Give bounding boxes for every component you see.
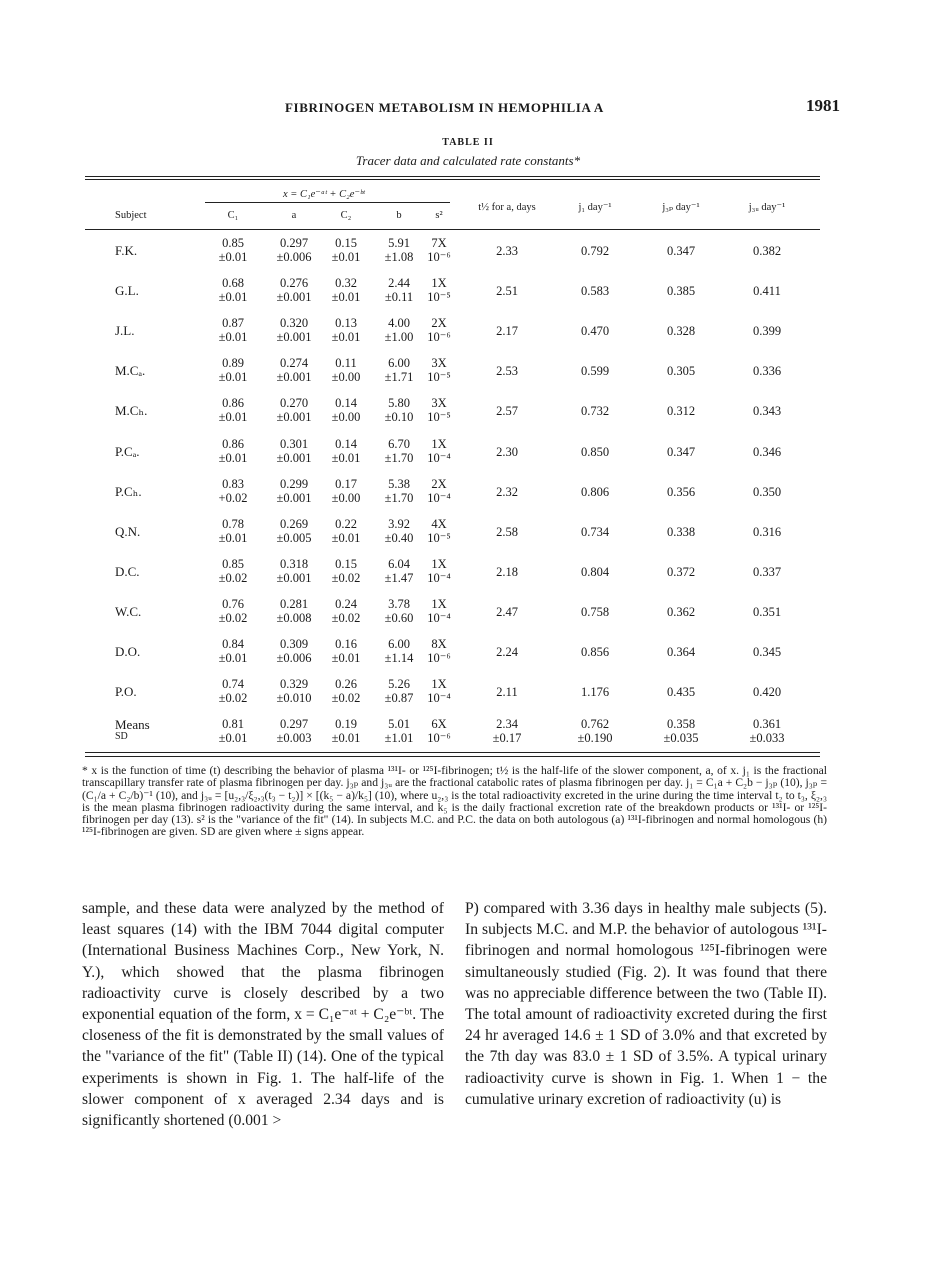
cell-s2-sd: 10⁻⁴ — [427, 570, 451, 585]
cell-c1: 0.84 — [222, 637, 244, 651]
means-sd-label: SD — [115, 731, 128, 743]
cell-b: 4.00 — [388, 316, 410, 331]
cell-s2: 8X — [431, 637, 447, 651]
cell-b-sd: ±0.10 — [384, 410, 414, 425]
body-paragraph-right: P) compared with 3.36 days in healthy male subjects (5). In subjects M.C. and M.P. the behavior of autologous ¹³¹I-fibrinogen and normal homologous ¹²⁵I-fibrinogen were simultaneously studied (Fig. 2). It was found that there was no appreciable difference between the two (Table II). The total amount of radioactivity excreted during the first 24 hr averaged 14.6 ± 1 SD of 3.0% and that excreted by the 7th day was 83.0 ± 1 SD of 3.5%. A typical urinary radioactivity curve is shown in Fig. 1. When 1 − the cumulative urinary excretion of radioactivity (u) is — [465, 900, 827, 1108]
table-top-rule — [85, 176, 820, 177]
row-subject: P.Cₐ. — [115, 443, 140, 459]
cell-b: 5.38 — [388, 476, 410, 491]
cell-c2: 0.32 — [335, 276, 357, 291]
row-subject: W.C. — [115, 603, 142, 619]
cell-j1: 0.758 — [580, 604, 610, 619]
means-s2: 6X — [431, 717, 447, 732]
cell-c1-sd: ±0.01 — [218, 651, 248, 665]
cell-j1: 0.804 — [580, 564, 610, 579]
cell-s2-sd: 10⁻⁵ — [427, 370, 451, 385]
cell-a: 0.281 — [279, 596, 309, 611]
body-column-right — [465, 898, 827, 1110]
cell-c1-sd: ±0.01 — [218, 410, 248, 425]
cell-c1-sd: ±0.02 — [218, 691, 248, 706]
cell-c1-sd: ±0.01 — [218, 290, 248, 305]
cell-a: 0.309 — [279, 637, 309, 651]
cell-j3p: 0.435 — [666, 685, 696, 700]
header-bottom-rule — [85, 229, 820, 230]
cell-c2-sd: ±0.01 — [331, 290, 361, 305]
cell-s2-sd: 10⁻⁶ — [427, 250, 451, 264]
cell-a-sd: ±0.001 — [276, 330, 312, 345]
row-subject: G.L. — [115, 283, 139, 299]
cell-b-sd: ±1.14 — [384, 651, 414, 665]
means-c1-sd: ±0.01 — [218, 731, 248, 746]
means-a: 0.297 — [279, 717, 309, 732]
cell-b-sd: ±0.40 — [384, 530, 414, 545]
cell-j3u: 0.343 — [752, 404, 782, 419]
cell-b-sd: ±1.70 — [384, 450, 414, 465]
equation-group-header: x = C₁e⁻ᵃᵗ + C₂e⁻ᵇᵗ — [283, 189, 365, 200]
cell-c1: 0.83 — [222, 476, 244, 491]
cell-b-sd: ±0.87 — [384, 691, 414, 706]
cell-a-sd: ±0.010 — [276, 691, 312, 706]
means-thalf: 2.34 — [496, 717, 518, 732]
cell-j3p: 0.372 — [666, 564, 696, 579]
cell-b: 6.00 — [388, 637, 410, 651]
cell-s2: 3X — [431, 396, 447, 411]
cell-s2: 1X — [431, 436, 447, 451]
means-j1: 0.762 — [580, 717, 610, 732]
cell-c2-sd: ±0.02 — [331, 691, 361, 706]
table-top-rule-2 — [85, 179, 820, 180]
cell-c2: 0.17 — [335, 476, 357, 491]
cell-s2: 2X — [431, 476, 447, 491]
cell-s2: 1X — [431, 276, 447, 291]
cell-j3p: 0.312 — [666, 404, 696, 419]
cell-c2-sd: ±0.02 — [331, 570, 361, 585]
table-bottom-rule-2 — [85, 756, 820, 757]
cell-j1: 0.806 — [580, 484, 610, 499]
body-paragraph-left: sample, and these data were analyzed by the method of least squares (14) with the IBM 7044 digital computer (International Business Machines Corp., New York, N. Y.), which showed that the plasma fibrinogen radioactivity curve is closely described by a two exponential equation of the form, x = C₁e⁻ᵃᵗ + C₂e⁻ᵇᵗ. The closeness of the fit is demonstrated by the small values of the "variance of the fit" (Table II) (14). One of the typical experiments is shown in Fig. 1. The half-life of the slower component of x averaged 2.34 days and is significantly shortened (0.001 > — [82, 900, 444, 1130]
column-header-thalf: t½ for a, days — [478, 202, 536, 213]
cell-b-sd: ±1.70 — [384, 490, 414, 505]
cell-thalf: 2.58 — [496, 524, 518, 539]
cell-j3u: 0.336 — [752, 364, 782, 379]
cell-j3u: 0.420 — [752, 685, 782, 700]
cell-c1-sd: ±0.02 — [218, 610, 248, 625]
cell-b-sd: ±1.08 — [384, 250, 414, 264]
cell-c2: 0.15 — [335, 556, 357, 571]
cell-b: 3.78 — [388, 596, 410, 611]
cell-c1: 0.87 — [222, 316, 244, 331]
cell-j1: 0.792 — [580, 244, 610, 258]
cell-s2-sd: 10⁻⁵ — [427, 290, 451, 305]
cell-j3p: 0.305 — [666, 364, 696, 379]
cell-a-sd: ±0.006 — [276, 250, 312, 264]
cell-c1-sd: +0.02 — [218, 490, 248, 505]
cell-c1-sd: ±0.01 — [218, 370, 248, 385]
cell-c1: 0.76 — [222, 596, 244, 611]
cell-j1: 0.732 — [580, 404, 610, 419]
cell-c1: 0.85 — [222, 556, 244, 571]
cell-j3u: 0.399 — [752, 324, 782, 339]
cell-s2: 1X — [431, 677, 447, 692]
cell-b-sd: ±1.00 — [384, 330, 414, 345]
cell-thalf: 2.32 — [496, 484, 518, 499]
cell-s2-sd: 10⁻⁵ — [427, 410, 451, 425]
cell-b-sd: ±0.60 — [384, 610, 414, 625]
column-header-c2: C₂ — [340, 210, 352, 221]
cell-j3p: 0.347 — [666, 444, 696, 459]
cell-j3u: 0.316 — [752, 524, 782, 539]
row-subject: F.K. — [115, 243, 138, 258]
cell-c1-sd: ±0.01 — [218, 530, 248, 545]
cell-j1: 0.470 — [580, 324, 610, 339]
body-column-left — [82, 898, 444, 1131]
row-subject: P.Cₕ. — [115, 483, 142, 499]
cell-j1: 0.583 — [580, 284, 610, 299]
cell-c1: 0.89 — [222, 356, 244, 371]
cell-c2-sd: ±0.01 — [331, 450, 361, 465]
cell-c1-sd: ±0.01 — [218, 330, 248, 345]
cell-a-sd: ±0.001 — [276, 410, 312, 425]
cell-s2: 1X — [431, 596, 447, 611]
cell-c2: 0.13 — [335, 316, 357, 331]
means-b: 5.01 — [388, 717, 410, 732]
cell-a-sd: ±0.006 — [276, 651, 312, 665]
cell-b: 6.00 — [388, 356, 410, 371]
row-subject: J.L. — [115, 323, 135, 339]
cell-c1: 0.68 — [222, 276, 244, 291]
cell-b: 5.80 — [388, 396, 410, 411]
cell-c2: 0.14 — [335, 396, 357, 411]
cell-c2-sd: ±0.00 — [331, 410, 361, 425]
row-subject: D.C. — [115, 563, 140, 579]
means-s2-sd: 10⁻⁶ — [427, 731, 451, 746]
cell-s2-sd: 10⁻⁶ — [427, 330, 451, 345]
cell-c2: 0.16 — [335, 637, 357, 651]
table-label: TABLE II — [442, 137, 494, 148]
group-header-rule — [205, 202, 450, 203]
cell-j3u: 0.351 — [752, 604, 782, 619]
cell-a: 0.297 — [279, 236, 309, 250]
cell-c2: 0.24 — [335, 596, 357, 611]
table-caption: Tracer data and calculated rate constants* — [355, 153, 581, 168]
cell-j3p: 0.364 — [666, 645, 696, 659]
cell-b-sd: ±1.47 — [384, 570, 414, 585]
column-header-c1: C₁ — [227, 210, 239, 221]
cell-c2-sd: ±0.00 — [331, 370, 361, 385]
cell-j1: 1.176 — [580, 685, 610, 700]
cell-j3p: 0.356 — [666, 484, 696, 499]
cell-thalf: 2.47 — [496, 604, 518, 619]
cell-j1: 0.599 — [580, 364, 610, 379]
cell-thalf: 2.11 — [496, 685, 518, 700]
cell-c2-sd: ±0.02 — [331, 610, 361, 625]
cell-c2-sd: ±0.01 — [331, 330, 361, 345]
cell-c2: 0.26 — [335, 677, 357, 692]
means-c2-sd: ±0.01 — [331, 731, 361, 746]
running-head — [80, 96, 840, 120]
cell-c1-sd: ±0.01 — [218, 450, 248, 465]
cell-j3p: 0.362 — [666, 604, 696, 619]
cell-j3p: 0.347 — [666, 244, 696, 258]
means-b-sd: ±1.01 — [384, 731, 414, 746]
cell-c2: 0.14 — [335, 436, 357, 451]
cell-thalf: 2.30 — [496, 444, 518, 459]
cell-a: 0.299 — [279, 476, 309, 491]
column-header-j3p: j₃ₚ day⁻¹ — [662, 202, 700, 213]
page-number: 1981 — [806, 96, 840, 115]
cell-j1: 0.856 — [580, 645, 610, 659]
cell-c1: 0.74 — [222, 677, 244, 692]
cell-c2: 0.15 — [335, 236, 357, 250]
row-subject: M.Cₕ. — [115, 403, 148, 419]
cell-c1-sd: ±0.01 — [218, 250, 248, 264]
cell-c1: 0.86 — [222, 396, 244, 411]
cell-a-sd: ±0.001 — [276, 450, 312, 465]
cell-s2-sd: 10⁻⁴ — [427, 490, 451, 505]
means-a-sd: ±0.003 — [276, 731, 312, 746]
cell-s2: 2X — [431, 316, 447, 331]
cell-thalf: 2.17 — [496, 324, 518, 339]
means-label: Means — [115, 717, 150, 733]
cell-s2: 3X — [431, 356, 447, 371]
cell-thalf: 2.51 — [496, 284, 518, 299]
cell-c2-sd: ±0.01 — [331, 250, 361, 264]
cell-b: 6.04 — [388, 556, 410, 571]
cell-b: 2.44 — [388, 276, 410, 291]
cell-thalf: 2.53 — [496, 364, 518, 379]
column-header-subject: Subject — [115, 210, 147, 221]
cell-b: 3.92 — [388, 516, 410, 531]
column-header-b: b — [396, 210, 402, 221]
table-bottom-rule — [85, 752, 820, 753]
cell-thalf: 2.33 — [496, 244, 518, 258]
cell-c1: 0.85 — [222, 236, 244, 250]
cell-j3u: 0.350 — [752, 484, 782, 499]
cell-a: 0.276 — [279, 276, 309, 291]
means-j3p: 0.358 — [666, 717, 696, 732]
cell-s2-sd: 10⁻⁴ — [427, 450, 451, 465]
data-table — [85, 176, 820, 756]
means-c1: 0.81 — [222, 717, 244, 732]
cell-c2: 0.22 — [335, 516, 357, 531]
cell-s2-sd: 10⁻⁴ — [427, 610, 451, 625]
cell-a: 0.274 — [279, 356, 309, 371]
means-j3u-sd: ±0.033 — [749, 731, 785, 746]
cell-j3p: 0.328 — [666, 324, 696, 339]
cell-a-sd: ±0.008 — [276, 610, 312, 625]
cell-a: 0.318 — [279, 556, 309, 571]
cell-j3u: 0.411 — [753, 284, 781, 299]
cell-a: 0.329 — [279, 677, 309, 692]
cell-a: 0.270 — [279, 396, 309, 411]
cell-a-sd: ±0.001 — [276, 370, 312, 385]
means-j3p-sd: ±0.035 — [663, 731, 699, 746]
table-footnote: * x is the function of time (t) describing the behavior of plasma ¹³¹I- or ¹²⁵I-fibrinogen; t½ is the half-life of the slower component, a, of x. j₁ is the fractional transcapillary transfer rate of plasma fibrinogen per day. j₃ₚ and j₃ᵤ are the fractional catabolic rates of plasma fibrinogen per day. j₁ = C₁a + C₂b − j₃ₚ (10), j₃ₚ = (C₁/a + C₂/b)⁻¹ (10), and j₃ᵤ = [u₂,₃/ξ₂,₃(t₃ − t₂)] × [(k₅ − a)/k₅] (10), where u₂,₃ is the total radioactivity excreted in the urine during the time interval t₂ to t₃, ξ₂,₃ is the mean plasma fibrinogen radioactivity during the same interval, and k₅ is the daily fractional excretion rate of the breakdown products or ¹³¹I- or ¹²⁵I-fibrinogen per day (13). s² is the "variance of the fit" (14). In subjects M.C. and P.C. the data on both autologous (a) ¹³¹I-fibrinogen and normal homologous (h) ¹²⁵I-fibrinogen are given. SD are given where ± signs appear. — [82, 764, 827, 839]
row-subject: D.O. — [115, 644, 141, 659]
cell-s2-sd: 10⁻⁵ — [427, 530, 451, 545]
cell-c2-sd: ±0.01 — [331, 651, 361, 665]
cell-a: 0.320 — [279, 316, 309, 331]
cell-a-sd: ±0.001 — [276, 570, 312, 585]
cell-a-sd: ±0.005 — [276, 530, 312, 545]
cell-c1: 0.86 — [222, 436, 244, 451]
column-header-j3u: j₃ᵤ day⁻¹ — [748, 202, 786, 213]
cell-j3u: 0.382 — [752, 244, 782, 258]
row-subject: M.Cₐ. — [115, 363, 146, 379]
cell-b: 6.70 — [388, 436, 410, 451]
cell-j1: 0.850 — [580, 444, 610, 459]
cell-thalf: 2.57 — [496, 404, 518, 419]
running-head-title: FIBRINOGEN METABOLISM IN HEMOPHILIA A — [285, 100, 604, 115]
cell-thalf: 2.18 — [496, 564, 518, 579]
cell-thalf: 2.24 — [496, 645, 518, 659]
means-thalf-sd: ±0.17 — [492, 731, 522, 746]
cell-j3p: 0.338 — [666, 524, 696, 539]
cell-a-sd: ±0.001 — [276, 290, 312, 305]
cell-c1: 0.78 — [222, 516, 244, 531]
cell-c2-sd: ±0.00 — [331, 490, 361, 505]
cell-s2: 1X — [431, 556, 447, 571]
cell-j3u: 0.346 — [752, 444, 782, 459]
row-subject: P.O. — [115, 684, 137, 700]
means-j3u: 0.361 — [752, 717, 782, 732]
cell-s2: 4X — [431, 516, 447, 531]
cell-b-sd: ±0.11 — [384, 290, 414, 305]
column-header-j1: j₁ day⁻¹ — [578, 202, 612, 213]
cell-b: 5.91 — [388, 236, 410, 250]
cell-j3p: 0.385 — [666, 284, 696, 299]
row-subject: Q.N. — [115, 523, 141, 539]
cell-a: 0.301 — [279, 436, 309, 451]
cell-a: 0.269 — [279, 516, 309, 531]
cell-a-sd: ±0.001 — [276, 490, 312, 505]
cell-c2-sd: ±0.01 — [331, 530, 361, 545]
cell-b: 5.26 — [388, 677, 410, 692]
cell-b-sd: ±1.71 — [384, 370, 414, 385]
cell-c1-sd: ±0.02 — [218, 570, 248, 585]
cell-s2-sd: 10⁻⁴ — [427, 691, 451, 706]
column-header-a: a — [291, 210, 297, 221]
column-header-s2: s² — [435, 210, 443, 221]
cell-j3u: 0.345 — [752, 645, 782, 659]
means-j1-sd: ±0.190 — [577, 731, 613, 746]
cell-j3u: 0.337 — [752, 564, 782, 579]
cell-c2: 0.11 — [335, 356, 357, 371]
means-c2: 0.19 — [335, 717, 357, 732]
cell-s2: 7X — [431, 236, 447, 250]
cell-s2-sd: 10⁻⁶ — [427, 651, 451, 665]
cell-j1: 0.734 — [580, 524, 610, 539]
